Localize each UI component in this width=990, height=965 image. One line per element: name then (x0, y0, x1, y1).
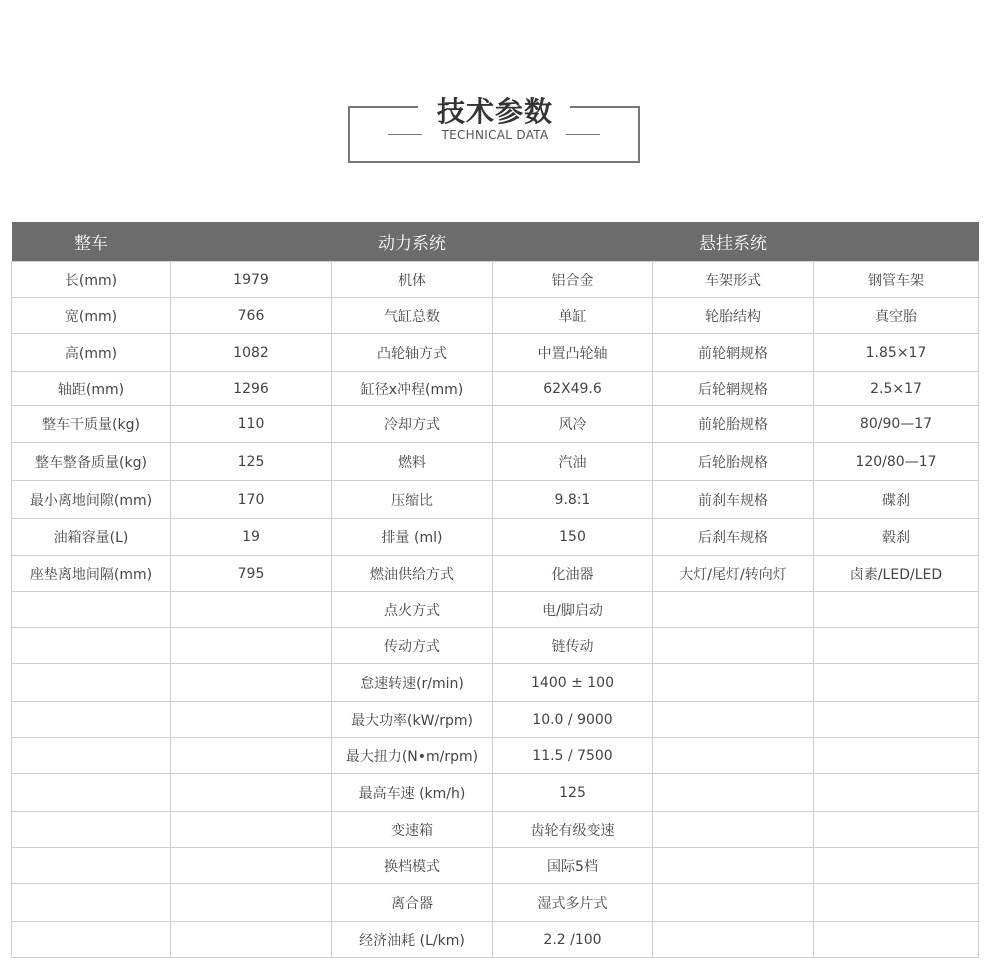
cell-suspension-value: 钢管车架 (814, 262, 979, 298)
cell-power-value: 125 (493, 774, 653, 812)
cell-vehicle-label (12, 702, 171, 738)
cell-vehicle-label: 长(mm) (12, 262, 171, 298)
cell-vehicle-label (12, 738, 171, 774)
table-row (12, 884, 979, 922)
cell-suspension-label: 车架形式 (653, 262, 814, 298)
cell-power-value: 湿式多片式 (493, 884, 653, 922)
cell-vehicle-value (171, 848, 332, 884)
cell-suspension-label: 前刹车规格 (653, 481, 814, 519)
cell-power-label: 最大扭力(N•m/rpm) (332, 738, 493, 774)
cell-power-label: 凸轮轴方式 (332, 334, 493, 372)
cell-vehicle-value: 1082 (171, 334, 332, 372)
table-row (12, 443, 979, 481)
cell-power-value: 1400 ± 100 (493, 664, 653, 702)
table-row (12, 262, 979, 298)
cell-vehicle-label: 整车整备质量(kg) (12, 443, 171, 481)
cell-suspension-label: 前轮辋规格 (653, 334, 814, 372)
table-row (12, 738, 979, 774)
cell-vehicle-label: 座垫离地间隔(mm) (12, 556, 171, 592)
cell-vehicle-label (12, 774, 171, 812)
cell-vehicle-value: 125 (171, 443, 332, 481)
cell-power-value: 62X49.6 (493, 372, 653, 406)
cell-suspension-label (653, 848, 814, 884)
cell-suspension-value: 1.85×17 (814, 334, 979, 372)
cell-power-label: 换档模式 (332, 848, 493, 884)
cell-suspension-value (814, 738, 979, 774)
cell-suspension-label (653, 922, 814, 958)
cell-power-value: 单缸 (493, 298, 653, 334)
cell-vehicle-value: 766 (171, 298, 332, 334)
cell-vehicle-value: 19 (171, 519, 332, 556)
cell-suspension-label: 后刹车规格 (653, 519, 814, 556)
cell-power-label: 燃料 (332, 443, 493, 481)
cell-suspension-label (653, 774, 814, 812)
cell-power-label: 点火方式 (332, 592, 493, 628)
cell-vehicle-value: 1296 (171, 372, 332, 406)
table-row (12, 592, 979, 628)
cell-vehicle-value (171, 922, 332, 958)
cell-power-value: 电/脚启动 (493, 592, 653, 628)
table-row (12, 848, 979, 884)
cell-vehicle-value (171, 592, 332, 628)
cell-vehicle-label (12, 812, 171, 848)
cell-suspension-label: 前轮胎规格 (653, 406, 814, 443)
table-row (12, 702, 979, 738)
header-powertrain: 动力系统 (332, 222, 653, 262)
cell-vehicle-value: 795 (171, 556, 332, 592)
cell-vehicle-label: 轴距(mm) (12, 372, 171, 406)
table-header-row (12, 222, 979, 262)
cell-power-value: 2.2 /100 (493, 922, 653, 958)
cell-vehicle-label: 宽(mm) (12, 298, 171, 334)
cell-suspension-value: 80/90—17 (814, 406, 979, 443)
spec-table (11, 222, 979, 958)
cell-power-value: 链传动 (493, 628, 653, 664)
cell-vehicle-label (12, 592, 171, 628)
page-title: 技术参数 (436, 95, 553, 128)
cell-vehicle-label: 最小离地间隙(mm) (12, 481, 171, 519)
cell-power-label: 变速箱 (332, 812, 493, 848)
header-suspension: 悬挂系统 (653, 222, 979, 262)
cell-suspension-value (814, 592, 979, 628)
table-row (12, 774, 979, 812)
cell-vehicle-label (12, 922, 171, 958)
cell-vehicle-label: 油箱容量(L) (12, 519, 171, 556)
table-row (12, 481, 979, 519)
cell-power-value: 9.8:1 (493, 481, 653, 519)
cell-suspension-value: 毂刹 (814, 519, 979, 556)
table-row (12, 628, 979, 664)
cell-power-label: 机体 (332, 262, 493, 298)
cell-vehicle-value: 110 (171, 406, 332, 443)
cell-suspension-value: 120/80—17 (814, 443, 979, 481)
cell-power-value: 中置凸轮轴 (493, 334, 653, 372)
cell-suspension-value (814, 628, 979, 664)
cell-vehicle-value: 1979 (171, 262, 332, 298)
cell-power-value: 150 (493, 519, 653, 556)
cell-power-label: 冷却方式 (332, 406, 493, 443)
cell-suspension-value: 卤素/LED/LED (814, 556, 979, 592)
table-row (12, 406, 979, 443)
cell-suspension-label: 轮胎结构 (653, 298, 814, 334)
cell-suspension-label (653, 812, 814, 848)
cell-power-label: 气缸总数 (332, 298, 493, 334)
cell-vehicle-value (171, 702, 332, 738)
cell-power-label: 传动方式 (332, 628, 493, 664)
cell-power-value: 国际5档 (493, 848, 653, 884)
cell-suspension-label (653, 702, 814, 738)
cell-suspension-label (653, 664, 814, 702)
cell-power-value: 11.5 / 7500 (493, 738, 653, 774)
cell-power-value: 10.0 / 9000 (493, 702, 653, 738)
cell-power-label: 排量 (ml) (332, 519, 493, 556)
cell-suspension-value (814, 812, 979, 848)
cell-suspension-label (653, 592, 814, 628)
cell-suspension-value: 碟刹 (814, 481, 979, 519)
table-row (12, 519, 979, 556)
cell-suspension-value (814, 774, 979, 812)
cell-suspension-label (653, 738, 814, 774)
cell-vehicle-value (171, 628, 332, 664)
table-row (12, 664, 979, 702)
cell-vehicle-label: 高(mm) (12, 334, 171, 372)
cell-vehicle-value (171, 664, 332, 702)
cell-suspension-label (653, 884, 814, 922)
cell-vehicle-label (12, 628, 171, 664)
cell-power-label: 经济油耗 (L/km) (332, 922, 493, 958)
cell-suspension-label: 后轮胎规格 (653, 443, 814, 481)
cell-suspension-value: 真空胎 (814, 298, 979, 334)
cell-vehicle-label (12, 884, 171, 922)
cell-suspension-value (814, 664, 979, 702)
cell-suspension-label: 大灯/尾灯/转向灯 (653, 556, 814, 592)
page-subtitle: TECHNICAL DATA (441, 128, 549, 142)
cell-power-value: 汽油 (493, 443, 653, 481)
cell-power-label: 缸径x冲程(mm) (332, 372, 493, 406)
cell-suspension-value (814, 884, 979, 922)
cell-power-label: 燃油供给方式 (332, 556, 493, 592)
table-row (12, 812, 979, 848)
cell-vehicle-value (171, 774, 332, 812)
cell-vehicle-label (12, 664, 171, 702)
cell-vehicle-label: 整车干质量(kg) (12, 406, 171, 443)
cell-power-value: 铝合金 (493, 262, 653, 298)
table-row (12, 556, 979, 592)
cell-power-value: 齿轮有级变速 (493, 812, 653, 848)
cell-power-label: 怠速转速(r/min) (332, 664, 493, 702)
cell-suspension-value (814, 922, 979, 958)
cell-vehicle-value (171, 738, 332, 774)
cell-vehicle-value (171, 884, 332, 922)
cell-vehicle-label (12, 848, 171, 884)
cell-suspension-label: 后轮辋规格 (653, 372, 814, 406)
cell-power-value: 化油器 (493, 556, 653, 592)
header-vehicle: 整车 (12, 222, 332, 262)
cell-suspension-label (653, 628, 814, 664)
table-row (12, 372, 979, 406)
cell-power-value: 风冷 (493, 406, 653, 443)
cell-power-label: 压缩比 (332, 481, 493, 519)
spec-table-body (12, 262, 979, 958)
table-row (12, 334, 979, 372)
cell-power-label: 最高车速 (km/h) (332, 774, 493, 812)
cell-suspension-value: 2.5×17 (814, 372, 979, 406)
cell-suspension-value (814, 848, 979, 884)
cell-vehicle-value (171, 812, 332, 848)
cell-power-label: 最大功率(kW/rpm) (332, 702, 493, 738)
cell-vehicle-value: 170 (171, 481, 332, 519)
cell-suspension-value (814, 702, 979, 738)
cell-power-label: 离合器 (332, 884, 493, 922)
table-row (12, 922, 979, 958)
table-row (12, 298, 979, 334)
